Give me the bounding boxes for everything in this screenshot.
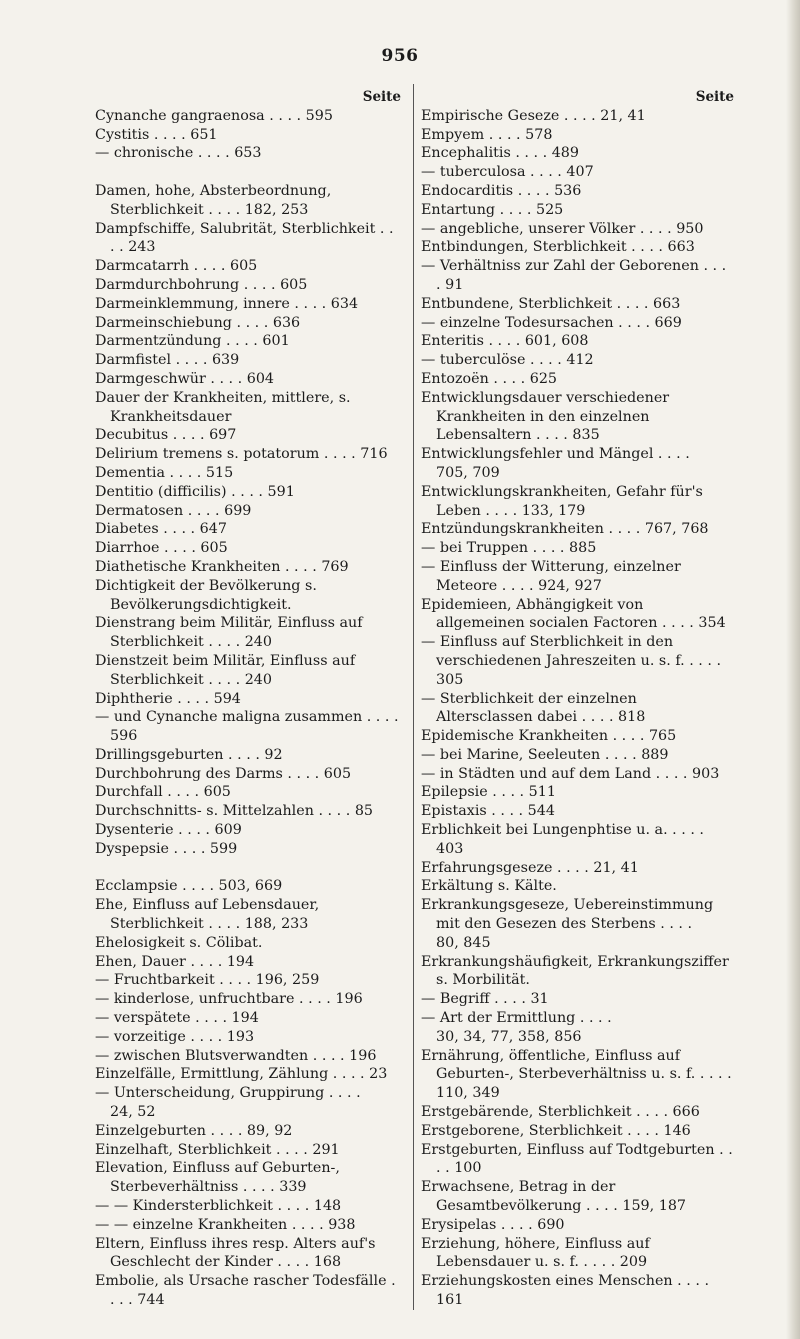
- page-reference: 91: [445, 276, 464, 293]
- index-entry: — Einfluss auf Sterblichkeit in den verschiedenen Jahreszeiten u. s. f. . . . . 305: [421, 634, 722, 688]
- index-entry: Darmentzündung . . . . 601: [95, 333, 290, 350]
- index-term: — — einzelne Krankheiten: [95, 1216, 288, 1233]
- page-reference: 305: [436, 671, 464, 688]
- index-entry: Ecclampsie . . . . 503, 669: [95, 878, 283, 895]
- index-term: Eltern, Einfluss ihres resp. Alters auf's Geschlecht der Kinder: [95, 1235, 376, 1271]
- index-term: Damen, hohe, Absterbeordnung, Sterblichkeit: [95, 182, 332, 218]
- index-term: — Unterscheidung, Gruppirung: [95, 1085, 325, 1102]
- index-term: — Fruchtbarkeit: [95, 972, 215, 989]
- page-reference: 168: [313, 1254, 342, 1271]
- page-reference: 21, 41: [593, 859, 639, 876]
- page-reference: 769: [321, 558, 349, 575]
- page-reference: 196, 259: [255, 972, 320, 989]
- page-reference: 188, 233: [244, 916, 309, 933]
- index-entry: Dermatosen . . . . 699: [95, 502, 252, 519]
- page-reference: 609: [214, 822, 242, 839]
- index-term: — Art der Ermittlung: [421, 1010, 576, 1027]
- index-entry: Diathetische Krankheiten . . . . 769: [95, 558, 349, 575]
- page-reference: 243: [128, 239, 156, 256]
- page-reference: 23: [369, 1066, 388, 1083]
- page-reference: 950: [676, 220, 704, 237]
- index-term: Erblichkeit bei Lungenphtise u. a.: [421, 822, 668, 839]
- page-reference: 647: [199, 521, 227, 538]
- page-reference: 240: [244, 671, 272, 688]
- page-reference: 663: [653, 295, 681, 312]
- index-entry: Delirium tremens s. potatorum . . . . 716: [95, 446, 388, 463]
- index-term: — bei Marine, Seeleuten: [421, 746, 601, 763]
- index-term: — Einfluss auf Sterblichkeit in den verschiedenen Jahreszeiten u. s. f.: [421, 634, 685, 669]
- index-entry: — und Cynanche maligna zusammen . . . . 596: [95, 709, 399, 745]
- index-entry: [421, 953, 734, 991]
- index-term: Entbindungen, Sterblichkeit: [421, 239, 627, 256]
- index-entry: Erstgebärende, Sterblichkeit . . . . 666: [421, 1104, 700, 1121]
- index-term: — bei Truppen: [421, 540, 529, 557]
- index-term: Durchschnitts- s. Mittelzahlen: [95, 803, 314, 820]
- index-term: — tuberculosa: [421, 164, 526, 181]
- index-term: — Begriff: [421, 991, 490, 1008]
- page-reference: 209: [619, 1254, 648, 1271]
- page-reference: 663: [667, 239, 695, 256]
- page-reference: 291: [312, 1141, 340, 1158]
- page-reference: 605: [280, 276, 308, 293]
- page-reference: 601, 608: [524, 333, 589, 350]
- page-reference: 634: [330, 295, 359, 312]
- index-term: — und Cynanche maligna zusammen: [95, 709, 363, 726]
- index-entry: Diphtherie . . . . 594: [95, 690, 241, 707]
- index-term: — zwischen Blutsverwandten: [95, 1047, 309, 1064]
- index-term: Erziehung, höhere, Einfluss auf Lebensdauer u. s. f.: [421, 1235, 650, 1271]
- page-reference: 161: [436, 1292, 464, 1308]
- page-reference: 889: [641, 746, 669, 763]
- index-term: Darmcatarrh: [95, 258, 190, 275]
- index-term: Erkältung s. Kälte.: [421, 878, 557, 895]
- page-reference: 503, 669: [218, 878, 283, 895]
- index-entry: [95, 389, 401, 427]
- index-term: Entbundene, Sterblichkeit: [421, 295, 613, 312]
- column-header-seite: Seite: [362, 89, 401, 105]
- index-entry: Entzündungskrankheiten . . . . 767, 768: [421, 521, 709, 538]
- index-term: Epidemische Krankheiten: [421, 728, 609, 745]
- page-reference: 100: [454, 1160, 482, 1177]
- index-entry: Entozoën . . . . 625: [421, 370, 558, 387]
- index-entry: — Begriff . . . . 31: [421, 991, 549, 1008]
- index-term: Erstgeburten, Einfluss auf Todtgeburten: [421, 1141, 715, 1158]
- index-entry: — angebliche, unserer Völker . . . . 950: [421, 220, 704, 237]
- page-reference: 885: [569, 540, 597, 557]
- index-term: Cynanche gangraenosa: [95, 107, 265, 124]
- index-entry: Dementia . . . . 515: [95, 464, 234, 481]
- index-term: Darmdurchbohrung: [95, 276, 240, 293]
- index-entry: Durchbohrung des Darms . . . . 605: [95, 765, 352, 782]
- index-entry: — — einzelne Krankheiten . . . . 938: [95, 1216, 356, 1233]
- index-term: — tuberculöse: [421, 352, 526, 369]
- index-entry: Ehe, Einfluss auf Lebensdauer, Sterblichkeit . . . . 188, 233: [95, 897, 320, 933]
- index-term: — — Kindersterblichkeit: [95, 1198, 273, 1215]
- index-entry: Ernährung, öffentliche, Einfluss auf Geburten-, Sterbeverhältniss u. s. f. . . . . 110, 349: [421, 1047, 732, 1102]
- page-reference: 605: [229, 258, 258, 275]
- index-term: Erfahrungsgeseze: [421, 859, 553, 876]
- index-term: Enteritis: [421, 333, 484, 350]
- index-entry: Endocarditis . . . . 536: [421, 182, 582, 199]
- page-reference: 605: [323, 765, 352, 782]
- index-term: Darmentzündung: [95, 333, 222, 350]
- index-entry: Erziehung, höhere, Einfluss auf Lebensdauer u. s. f. . . . . 209: [421, 1235, 650, 1271]
- index-entry: — zwischen Blutsverwandten . . . . 196: [95, 1047, 377, 1064]
- index-term: Ehen, Dauer: [95, 953, 186, 970]
- index-entry: Entwicklungsfehler und Mängel . . . . 705, 709: [421, 446, 690, 481]
- index-entry: Entbindungen, Sterblichkeit . . . . 663: [421, 239, 695, 256]
- page-reference: 744: [137, 1292, 165, 1308]
- index-term: Erkrankungsgeseze, Uebereinstimmung mit den Gesezen des Sterbens: [421, 897, 714, 933]
- index-entry: Cynanche gangraenosa . . . . 595: [95, 107, 333, 124]
- page-reference: 669: [654, 314, 682, 331]
- page-reference: 194: [226, 953, 255, 970]
- index-entry: Einzelfälle, Ermittlung, Zählung . . . . 23: [95, 1066, 388, 1083]
- index-term: — vorzeitige: [95, 1028, 186, 1045]
- index-entry: — in Städten und auf dem Land . . . . 903: [421, 765, 720, 782]
- page-reference: 182, 253: [244, 201, 309, 218]
- index-entry: Einzelgeburten . . . . 89, 92: [95, 1122, 293, 1139]
- index-term: Drillingsgeburten: [95, 746, 224, 763]
- index-entry: Erstgeburten, Einfluss auf Todtgeburten . . . . 100: [421, 1141, 733, 1177]
- index-entry: Entbundene, Sterblichkeit . . . . 663: [421, 295, 681, 312]
- index-entry: Ehen, Dauer . . . . 194: [95, 953, 255, 970]
- index-entry: Epidemieen, Abhängigkeit von allgemeinen socialen Factoren . . . . 354: [421, 596, 726, 632]
- index-entry: Einzelhaft, Sterblichkeit . . . . 291: [95, 1141, 340, 1158]
- page-reference: 30, 34, 77, 358, 856: [436, 1028, 582, 1045]
- index-entry: — Einfluss der Witterung, einzelner Meteore . . . . 924, 927: [421, 558, 681, 594]
- index-term: Cystitis: [95, 126, 150, 143]
- index-entry: Erziehungskosten eines Menschen . . . . 161: [421, 1273, 709, 1308]
- page-reference: 639: [211, 352, 240, 369]
- index-term: Ehelosigkeit s. Cölibat.: [95, 934, 263, 951]
- index-list-right: [421, 107, 734, 1310]
- page-reference: 196: [349, 1047, 377, 1064]
- index-entry: Cystitis . . . . 651: [95, 126, 218, 143]
- page-reference: 765: [648, 728, 677, 745]
- index-entry: Empirische Geseze . . . . 21, 41: [421, 107, 646, 124]
- section-gap: [95, 859, 401, 878]
- page-reference: 636: [272, 314, 301, 331]
- page-edge-shadow: [786, 0, 800, 1339]
- index-term: Entozoën: [421, 370, 489, 387]
- index-entry: Dienstrang beim Militär, Einfluss auf Sterblichkeit . . . . 240: [95, 615, 363, 651]
- index-entry: Darmfistel . . . . 639: [95, 352, 240, 369]
- index-term: — Verhältniss zur Zahl der Geborenen: [421, 258, 699, 275]
- page-reference: 403: [436, 840, 464, 857]
- column-divider: [413, 84, 414, 1310]
- page-reference: 594: [213, 690, 241, 707]
- index-term: Dichtigkeit der Bevölkerung s. Bevölkerungsdichtigkeit.: [95, 577, 317, 613]
- page-reference: 596: [110, 728, 138, 745]
- index-entry: — — Kindersterblichkeit . . . . 148: [95, 1198, 342, 1215]
- index-term: Entzündungskrankheiten: [421, 521, 604, 538]
- page-reference: 767, 768: [644, 521, 709, 538]
- page-reference: 110, 349: [436, 1085, 500, 1102]
- page-reference: 705, 709: [436, 464, 500, 481]
- index-entry: [95, 577, 401, 615]
- page-reference: 595: [305, 107, 333, 124]
- section-gap: [95, 163, 401, 182]
- index-entry: Empyem . . . . 578: [421, 126, 553, 143]
- page-reference: 148: [313, 1198, 342, 1215]
- index-term: Encephalitis: [421, 145, 511, 162]
- page-reference: 699: [224, 502, 252, 519]
- index-term: Ernährung, öffentliche, Einfluss auf Geburten-, Sterbeverhältniss u. s. f.: [421, 1047, 696, 1083]
- index-term: Diarrhoe: [95, 540, 160, 557]
- page-reference: 92: [264, 746, 283, 763]
- index-term: Decubitus: [95, 427, 169, 444]
- index-entry: Durchschnitts- s. Mittelzahlen . . . . 85: [95, 803, 374, 820]
- index-term: Durchbohrung des Darms: [95, 765, 283, 782]
- index-term: Epilepsie: [421, 784, 488, 801]
- index-term: Dyspepsie: [95, 840, 170, 857]
- column-header-seite: Seite: [695, 89, 734, 105]
- index-entry: Erstgeborene, Sterblichkeit . . . . 146: [421, 1122, 691, 1139]
- index-term: Entwicklungskrankheiten, Gefahr für's Leben: [421, 483, 703, 519]
- index-entry: Epilepsie . . . . 511: [421, 784, 556, 801]
- page-reference: 604: [246, 370, 275, 387]
- index-entry: — Verhältniss zur Zahl der Geborenen . . . . 91: [421, 258, 727, 293]
- index-entry: Entwicklungskrankheiten, Gefahr für's Leben . . . . 133, 179: [421, 483, 703, 519]
- index-term: Dentitio (difficilis): [95, 483, 227, 500]
- index-term: Dienstzeit beim Militär, Einfluss auf Sterblichkeit: [95, 652, 356, 688]
- index-term: Diabetes: [95, 521, 159, 538]
- index-term: Darmfistel: [95, 352, 172, 369]
- page-reference: 24, 52: [110, 1104, 156, 1121]
- index-term: Erstgebärende, Sterblichkeit: [421, 1104, 632, 1121]
- index-entry: [95, 934, 401, 953]
- index-list-left: [95, 107, 401, 1310]
- index-term: Dermatosen: [95, 502, 184, 519]
- index-term: Erziehungskosten eines Menschen: [421, 1273, 673, 1290]
- index-entry: Enteritis . . . . 601, 608: [421, 333, 589, 350]
- index-entry: Embolie, als Ursache rascher Todesfälle . . . . 744: [95, 1273, 396, 1308]
- page-reference: 515: [205, 464, 234, 481]
- page-reference: 133, 179: [521, 502, 586, 519]
- index-term: Dementia: [95, 464, 165, 481]
- page-reference: 690: [537, 1216, 565, 1233]
- page-reference: 653: [234, 145, 262, 162]
- index-entry: — Art der Ermittlung . . . . 30, 34, 77, 358, 856: [421, 1010, 612, 1045]
- index-term: Embolie, als Ursache rascher Todesfälle: [95, 1273, 387, 1290]
- index-term: Dampfschiffe, Salubrität, Sterblichkeit: [95, 220, 376, 237]
- index-entry: Drillingsgeburten . . . . 92: [95, 746, 283, 763]
- page-reference: 240: [244, 634, 272, 651]
- index-entry: Diarrhoe . . . . 605: [95, 540, 228, 557]
- index-entry: Decubitus . . . . 697: [95, 427, 237, 444]
- index-term: Darmeinschiebung: [95, 314, 232, 331]
- index-entry: [421, 877, 734, 896]
- index-term: Delirium tremens s. potatorum: [95, 446, 320, 463]
- index-entry: Darmcatarrh . . . . 605: [95, 258, 258, 275]
- index-term: Einzelhaft, Sterblichkeit: [95, 1141, 272, 1158]
- page-reference: 536: [554, 182, 582, 199]
- index-entry: Eltern, Einfluss ihres resp. Alters auf's Geschlecht der Kinder . . . . 168: [95, 1235, 376, 1271]
- page-reference: 651: [190, 126, 218, 143]
- page-reference: 407: [566, 164, 594, 181]
- index-term: Epistaxis: [421, 803, 487, 820]
- page-reference: 666: [672, 1104, 700, 1121]
- index-entry: — kinderlose, unfruchtbare . . . . 196: [95, 991, 363, 1008]
- index-term: Ehe, Einfluss auf Lebensdauer, Sterblichkeit: [95, 897, 320, 933]
- index-entry: Dyspepsie . . . . 599: [95, 840, 238, 857]
- index-term: — in Städten und auf dem Land: [421, 765, 652, 782]
- page-reference: 716: [360, 446, 388, 463]
- index-term: Erwachsene, Betrag in der Gesamtbevölkerung: [421, 1179, 616, 1215]
- index-entry: — Fruchtbarkeit . . . . 196, 259: [95, 972, 320, 989]
- index-entry: Elevation, Einfluss auf Geburten-, Sterbeverhältniss . . . . 339: [95, 1160, 340, 1196]
- index-term: Einzelfälle, Ermittlung, Zählung: [95, 1066, 329, 1083]
- index-entry: — chronische . . . . 653: [95, 145, 262, 162]
- index-entry: Entwicklungsdauer verschiedener Krankheiten in den einzelnen Lebensaltern . . . . 835: [421, 389, 670, 444]
- page-reference: 412: [566, 352, 594, 369]
- index-entry: Encephalitis . . . . 489: [421, 145, 579, 162]
- index-entry: — verspätete . . . . 194: [95, 1010, 259, 1027]
- index-term: Entartung: [421, 201, 496, 218]
- page-reference: 21, 41: [600, 107, 646, 124]
- index-term: Diathetische Krankheiten: [95, 558, 281, 575]
- index-entry: — Unterscheidung, Gruppirung . . . . 24, 52: [95, 1085, 361, 1121]
- page-reference: 601: [262, 333, 290, 350]
- index-term: Durchfall: [95, 784, 163, 801]
- index-term: Diphtherie: [95, 690, 173, 707]
- page-reference: 85: [354, 803, 374, 820]
- page-reference: 544: [527, 803, 555, 820]
- page-reference: 818: [618, 709, 646, 726]
- page-reference: 339: [279, 1179, 307, 1196]
- index-entry: Darmeinklemmung, innere . . . . 634: [95, 295, 359, 312]
- index-entry: Durchfall . . . . 605: [95, 784, 231, 801]
- index-term: — Einfluss der Witterung, einzelner Meteore: [421, 558, 681, 594]
- page-reference: 31: [530, 991, 549, 1008]
- page-number: 956: [381, 46, 419, 66]
- index-entry: Dampfschiffe, Salubrität, Sterblichkeit . . . . 243: [95, 220, 394, 256]
- page-reference: 89, 92: [246, 1122, 293, 1139]
- index-term: Darmgeschwür: [95, 370, 206, 387]
- page-reference: 605: [203, 784, 231, 801]
- index-entry: — tuberculosa . . . . 407: [421, 164, 594, 181]
- index-entry: Dentitio (difficilis) . . . . 591: [95, 483, 295, 500]
- index-term: Entwicklungsfehler und Mängel: [421, 446, 654, 463]
- index-entry: Darmeinschiebung . . . . 636: [95, 314, 301, 331]
- page-reference: 80, 845: [436, 934, 491, 951]
- index-entry: Erkrankungsgeseze, Uebereinstimmung mit den Gesezen des Sterbens . . . . 80, 845: [421, 897, 714, 951]
- index-term: — Sterblichkeit der einzelnen Altersclassen dabei: [421, 690, 637, 726]
- page-reference: 146: [663, 1122, 691, 1139]
- page-reference: 697: [209, 427, 237, 444]
- index-entry: Erfahrungsgeseze . . . . 21, 41: [421, 859, 639, 876]
- index-entry: Erysipelas . . . . 690: [421, 1216, 565, 1233]
- index-entry: Darmdurchbohrung . . . . 605: [95, 276, 308, 293]
- index-term: — einzelne Todesursachen: [421, 314, 614, 331]
- index-term: Erstgeborene, Sterblichkeit: [421, 1122, 623, 1139]
- page-reference: 903: [692, 765, 720, 782]
- page-reference: 599: [209, 840, 238, 857]
- index-term: — verspätete: [95, 1010, 191, 1027]
- index-term: Ecclampsie: [95, 878, 178, 895]
- index-entry: — tuberculöse . . . . 412: [421, 352, 594, 369]
- index-entry: Entartung . . . . 525: [421, 201, 564, 218]
- page-reference: 525: [535, 201, 564, 218]
- index-term: — chronische: [95, 145, 194, 162]
- index-entry: — bei Truppen . . . . 885: [421, 540, 597, 557]
- index-term: — angebliche, unserer Völker: [421, 220, 636, 237]
- page-reference: 511: [528, 784, 556, 801]
- index-entry: Epistaxis . . . . 544: [421, 803, 555, 820]
- page-reference: 924, 927: [538, 577, 602, 594]
- index-term: Elevation, Einfluss auf Geburten-, Sterbeverhältniss: [95, 1160, 340, 1196]
- index-entry: — Sterblichkeit der einzelnen Altersclassen dabei . . . . 818: [421, 690, 646, 726]
- index-term: Epidemieen, Abhängigkeit von allgemeinen socialen Factoren: [421, 596, 658, 632]
- index-term: Empyem: [421, 126, 485, 143]
- index-entry: Dysenterie . . . . 609: [95, 822, 242, 839]
- page-reference: 194: [231, 1010, 259, 1027]
- index-term: — kinderlose, unfruchtbare: [95, 991, 295, 1008]
- page-reference: 159, 187: [622, 1198, 687, 1215]
- index-entry: Epidemische Krankheiten . . . . 765: [421, 728, 677, 745]
- page-reference: 591: [267, 483, 295, 500]
- page-reference: 625: [529, 370, 558, 387]
- index-entry: Erwachsene, Betrag in der Gesamtbevölkerung . . . . 159, 187: [421, 1179, 687, 1215]
- index-term: Empirische Geseze: [421, 107, 560, 124]
- page-reference: 196: [335, 991, 363, 1008]
- index-entry: Erblichkeit bei Lungenphtise u. a. . . . . 403: [421, 822, 704, 857]
- page-reference: 193: [226, 1028, 255, 1045]
- index-term: Endocarditis: [421, 182, 514, 199]
- index-entry: — einzelne Todesursachen . . . . 669: [421, 314, 682, 331]
- index-term: Dauer der Krankheiten, mittlere, s. Krankheitsdauer: [95, 389, 351, 425]
- index-entry: Damen, hohe, Absterbeordnung, Sterblichkeit . . . . 182, 253: [95, 182, 332, 218]
- index-term: Dienstrang beim Militär, Einfluss auf Sterblichkeit: [95, 615, 363, 651]
- index-entry: Dienstzeit beim Militär, Einfluss auf Sterblichkeit . . . . 240: [95, 652, 356, 688]
- index-entry: — vorzeitige . . . . 193: [95, 1028, 255, 1045]
- index-column-left: [95, 88, 401, 1310]
- index-entry: Darmgeschwür . . . . 604: [95, 370, 275, 387]
- page-reference: 938: [328, 1216, 356, 1233]
- page-reference: 605: [200, 540, 228, 557]
- page-reference: 578: [525, 126, 553, 143]
- page-reference: 489: [551, 145, 579, 162]
- page-reference: 835: [572, 427, 600, 444]
- page-reference: 354: [698, 615, 726, 632]
- index-term: Einzelgeburten: [95, 1122, 207, 1139]
- index-entry: Diabetes . . . . 647: [95, 521, 227, 538]
- index-column-right: [421, 88, 734, 1310]
- index-entry: — bei Marine, Seeleuten . . . . 889: [421, 746, 669, 763]
- index-term: Entwicklungsdauer verschiedener Krankheiten in den einzelnen Lebensaltern: [421, 389, 670, 444]
- index-term: Darmeinklemmung, innere: [95, 295, 290, 312]
- index-term: Dysenterie: [95, 822, 174, 839]
- index-term: Erkrankungshäufigkeit, Erkrankungsziffer s. Morbilität.: [421, 953, 729, 989]
- index-term: Erysipelas: [421, 1216, 497, 1233]
